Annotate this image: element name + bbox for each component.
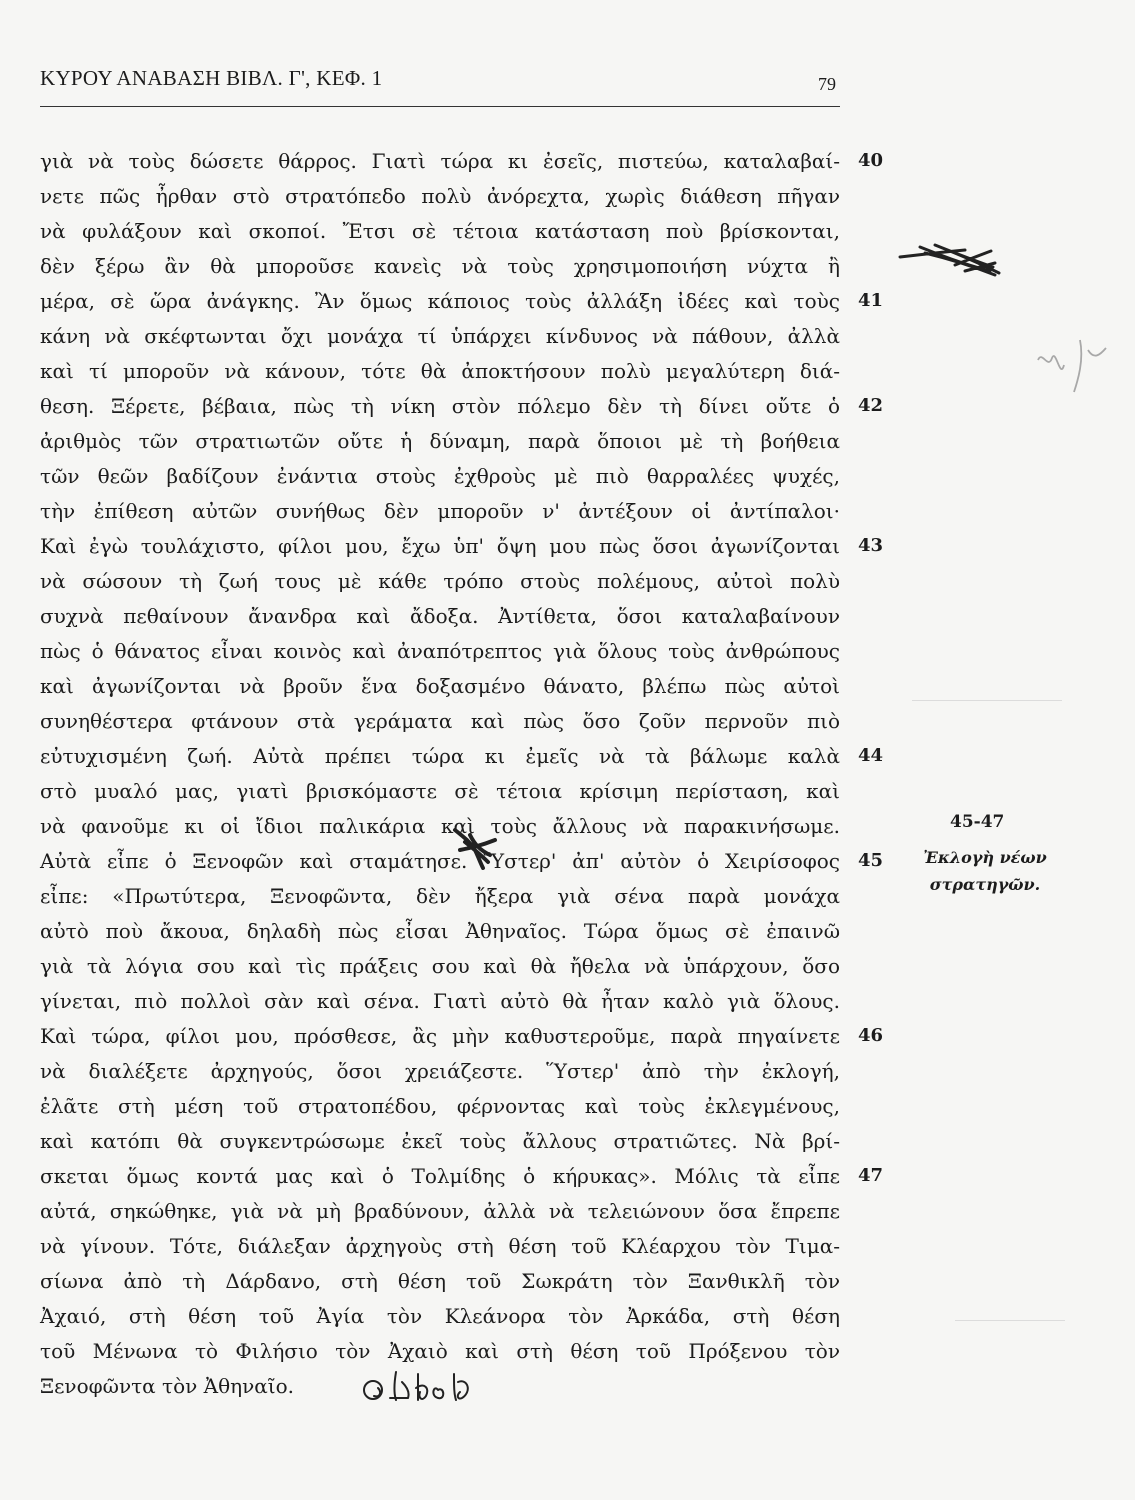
text-line: ἀριθμὸς τῶν στρατιωτῶν οὔτε ἡ δύναμη, παρὰ ὅποιοι μὲ τὴ βοήθεια — [40, 429, 840, 453]
section-number: 40 — [858, 150, 884, 171]
margin-note-range: 45-47 — [950, 812, 1005, 832]
text-line: θεση. Ξέρετε, βέβαια, πὼς τὴ νίκη στὸν πόλεμο δὲν τὴ δίνει οὔτε ὁ — [40, 394, 840, 418]
text-line: συχνὰ πεθαίνουν ἄνανδρα καὶ ἄδοξα. Ἀντίθετα, ὅσοι καταλαβαίνουν — [40, 604, 840, 628]
text-line: Καὶ ἐγὼ τουλάχιστο, φίλοι μου, ἔχω ὑπ' ὄψη μου πὼς ὅσοι ἀγωνίζονται — [40, 534, 840, 558]
text-line: Ξενοφῶντα τὸν Ἀθηναῖο. — [40, 1374, 295, 1398]
handwritten-signature — [358, 1362, 498, 1410]
text-line: σκεται ὅμως κοντά μας καὶ ὁ Τολμίδης ὁ κήρυκας». Μόλις τὰ εἶπε — [40, 1164, 840, 1188]
text-line: νὰ γίνουν. Τότε, διάλεξαν ἀρχηγοὺς στὴ θέση τοῦ Κλέαρχου τὸν Τιμα- — [40, 1234, 840, 1258]
text-line: Καὶ τώρα, φίλοι μου, πρόσθεσε, ἂς μὴν καθυστεροῦμε, παρὰ πηγαίνετε — [40, 1024, 840, 1048]
text-line: καὶ ἀγωνίζονται νὰ βροῦν ἕνα δοξασμένο θάνατο, βλέπω πὼς αὐτοὶ — [40, 674, 840, 698]
section-number: 43 — [858, 535, 884, 556]
text-line: στὸ μυαλό μας, γιατὶ βρισκόμαστε σὲ τέτοια κρίσιμη περίσταση, καὶ — [40, 779, 840, 803]
text-line: γιὰ νὰ τοὺς δώσετε θάρρος. Γιατὶ τώρα κι ἐσεῖς, πιστεύω, καταλαβαί- — [40, 149, 840, 173]
section-number: 47 — [858, 1165, 884, 1186]
section-number: 46 — [858, 1025, 884, 1046]
margin-note-line: Ἐκλογὴ νέων — [923, 848, 1047, 867]
text-line: καὶ κατόπι θὰ συγκεντρώσωμε ἐκεῖ τοὺς ἄλλους στρατιῶτες. Νὰ βρί- — [40, 1129, 840, 1153]
section-number: 45 — [858, 850, 884, 871]
section-number: 41 — [858, 290, 884, 311]
section-number: 44 — [858, 745, 884, 766]
text-line: κάνη νὰ σκέφτωνται ὄχι μονάχα τί ὑπάρχει κίνδυνος νὰ πάθουν, ἀλλὰ — [40, 324, 840, 348]
text-line: Ἀχαιό, στὴ θέση τοῦ Ἀγία τὸν Κλεάνορα τὸν Ἀρκάδα, στὴ θέση — [40, 1304, 840, 1328]
pen-scribble-mark — [895, 235, 1015, 285]
text-line: εὐτυχισμένη ζωή. Αὐτὰ πρέπει τώρα κι ἐμεῖς νὰ τὰ βάλωμε καλὰ — [40, 744, 840, 768]
text-line: τῶν θεῶν βαδίζουν ἐνάντια στοὺς ἐχθροὺς μὲ πιὸ θαρραλέες ψυχές, — [40, 464, 840, 488]
text-line: αὐτά, σηκώθηκε, γιὰ νὰ μὴ βραδύνουν, ἀλλὰ νὰ τελειώνουν ὅσα ἔπρεπε — [40, 1199, 840, 1223]
text-line: πὼς ὁ θάνατος εἶναι κοινὸς καὶ ἀναπότρεπτος γιὰ ὅλους τοὺς ἀνθρώπους — [40, 639, 840, 663]
margin-note-line: στρατηγῶν. — [929, 875, 1041, 894]
text-line: νὰ φανοῦμε κι οἱ ἴδιοι παλικάρια καὶ τοὺς ἄλλους νὰ παρακινήσωμε. — [40, 814, 840, 838]
text-line: γίνεται, πιὸ πολλοὶ σὰν καὶ σένα. Γιατὶ αὐτὸ θὰ ἦταν καλὸ γιὰ ὅλους. — [40, 989, 840, 1013]
text-line: τὴν ἐπίθεση αὐτῶν συνήθως δὲν μποροῦν ν' ἀντέξουν οἱ ἀντίπαλοι· — [40, 499, 840, 523]
text-line: αὐτὸ ποὺ ἄκουα, δηλαδὴ πὼς εἶσαι Ἀθηναῖος. Τώρα ὅμως σὲ ἐπαινῶ — [40, 919, 840, 943]
text-line: μέρα, σὲ ὥρα ἀνάγκης. Ἂν ὅμως κάποιος τοὺς ἀλλάξη ἰδέες καὶ τοὺς — [40, 289, 840, 313]
ink-blot-mark — [450, 820, 500, 870]
running-head: ΚΥΡΟΥ ΑΝΑΒΑΣΗ ΒΙΒΛ. Γ', ΚΕΦ. 1 — [40, 66, 383, 90]
text-line: σίωνα ἀπὸ τὴ Δάρδανο, στὴ θέση τοῦ Σωκράτη τὸν Ξανθικλῆ τὸν — [40, 1269, 840, 1293]
text-line: δὲν ξέρω ἂν θὰ μποροῦσε κανεὶς νὰ τοὺς χρησιμοποιήση νύχτα ἢ — [40, 254, 840, 278]
text-line: νὰ φυλάξουν καὶ σκοποί. Ἔτσι σὲ τέτοια κατάσταση ποὺ βρίσκονται, — [40, 219, 840, 243]
header-rule — [40, 106, 840, 107]
bleed-through-smudge — [912, 700, 1062, 741]
text-line: νὰ σώσουν τὴ ζωή τους μὲ κάθε τρόπο στοὺς πολέμους, αὐτοὶ πολὺ — [40, 569, 840, 593]
text-line: καὶ τί μποροῦν νὰ κάνουν, τότε θὰ ἀποκτήσουν πολὺ μεγαλύτερη διά- — [40, 359, 840, 383]
page-number: 79 — [818, 74, 836, 94]
text-line: Αὐτὰ εἶπε ὁ Ξενοφῶν καὶ σταμάτησε. Ὕστερ' ἀπ' αὐτὸν ὁ Χειρίσοφος — [40, 849, 840, 873]
text-line: συνηθέστερα φτάνουν στὰ γεράματα καὶ πὼς ὅσο ζοῦν περνοῦν πιὸ — [40, 709, 840, 733]
faint-handwriting-mark — [1030, 330, 1120, 400]
bleed-through-smudge — [955, 1320, 1065, 1381]
section-number: 42 — [858, 395, 884, 416]
text-line: εἶπε: «Πρωτύτερα, Ξενοφῶντα, δὲν ἤξερα γιὰ σένα παρὰ μονάχα — [40, 884, 840, 908]
text-line: γιὰ τὰ λόγια σου καὶ τὶς πράξεις σου καὶ θὰ ἤθελα νὰ ὑπάρχουν, ὅσο — [40, 954, 840, 978]
text-line: νὰ διαλέξετε ἀρχηγούς, ὅσοι χρειάζεστε. Ὕστερ' ἀπὸ τὴν ἐκλογή, — [40, 1059, 840, 1083]
text-line: ἐλᾶτε στὴ μέση τοῦ στρατοπέδου, φέρνοντας καὶ τοὺς ἐκλεγμένους, — [40, 1094, 840, 1118]
text-line: τοῦ Μένωνα τὸ Φιλήσιο τὸν Ἀχαιὸ καὶ στὴ θέση τοῦ Πρόξενου τὸν — [40, 1339, 840, 1363]
text-line: νετε πῶς ἦρθαν στὸ στρατόπεδο πολὺ ἀνόρεχτα, χωρὶς διάθεση πῆγαν — [40, 184, 840, 208]
